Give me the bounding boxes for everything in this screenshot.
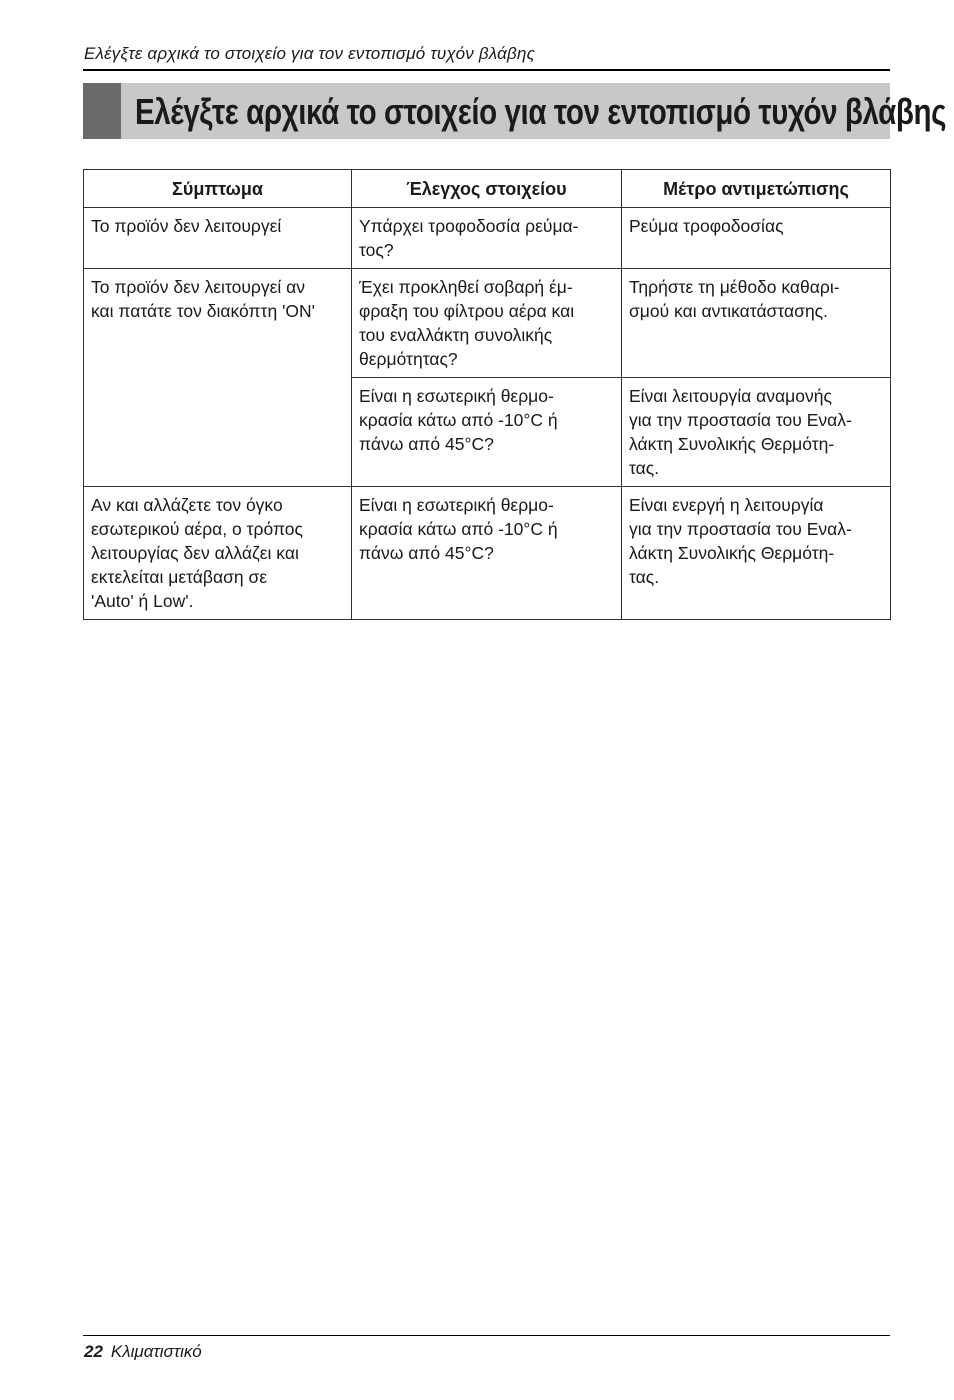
measure-cell: Είναι λειτουργία αναμονής για την προστασία του Εναλ- λάκτη Συνολικής Θερμότη- τας. [622, 378, 891, 487]
table-row [84, 269, 891, 378]
footer-label: Κλιματιστικό [110, 1342, 202, 1361]
check-cell: Υπάρχει τροφοδοσία ρεύμα- τος? [352, 208, 622, 269]
check-cell: Είναι η εσωτερική θερμο- κρασία κάτω από -10°C ή πάνω από 45°C? [352, 378, 622, 487]
page-number: 22 [84, 1342, 103, 1361]
symptom-cell: Το προϊόν δεν λειτουργεί [84, 208, 352, 269]
troubleshooting-table [83, 169, 891, 620]
check-cell: Έχει προκληθεί σοβαρή έμ- φραξη του φίλτρου αέρα και του εναλλάκτη συνολικής θερμότητας? [352, 269, 622, 378]
header-symptom: Σύμπτωμα [84, 170, 352, 208]
table-row [84, 487, 891, 620]
measure-cell: Ρεύμα τροφοδοσίας [622, 208, 891, 269]
check-cell: Είναι η εσωτερική θερμο- κρασία κάτω από -10°C ή πάνω από 45°C? [352, 487, 622, 620]
table-row [84, 208, 891, 269]
measure-cell: Τηρήστε τη μέθοδο καθαρι- σμού και αντικατάστασης. [622, 269, 891, 378]
page-footer [84, 1342, 202, 1362]
symptom-cell: Το προϊόν δεν λειτουργεί αν και πατάτε τον διακόπτη 'ON' [84, 269, 352, 487]
symptom-cell: Αν και αλλάζετε τον όγκο εσωτερικού αέρα, ο τρόπος λειτουργίας δεν αλλάζει και εκτελείται μετάβαση σε 'Auto' ή Low'. [84, 487, 352, 620]
header-measure: Μέτρο αντιμετώπισης [622, 170, 891, 208]
running-header: Ελέγξτε αρχικά το στοιχείο για τον εντοπισμό τυχόν βλάβης [84, 44, 536, 63]
header-rule [83, 69, 890, 71]
table-header-row [84, 170, 891, 208]
page-title: Ελέγξτε αρχικά το στοιχείο για τον εντοπισμό τυχόν βλάβης [135, 91, 947, 132]
measure-cell: Είναι ενεργή η λειτουργία για την προστασία του Εναλ- λάκτη Συνολικής Θερμότη- τας. [622, 487, 891, 620]
footer-rule [83, 1335, 890, 1336]
title-bar [83, 83, 947, 139]
title-accent-block [83, 83, 121, 139]
header-check: Έλεγχος στοιχείου [352, 170, 622, 208]
